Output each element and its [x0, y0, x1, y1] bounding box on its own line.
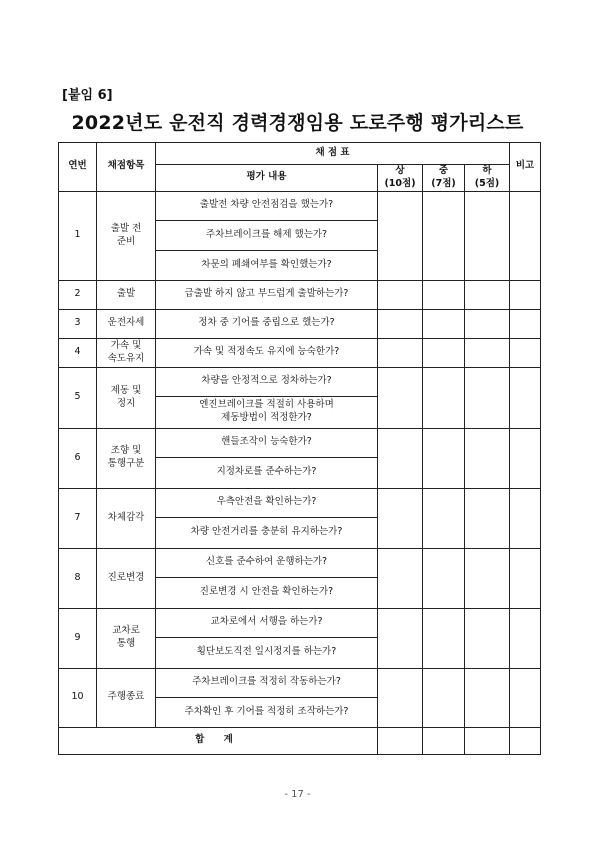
evaluation-item: 횡단보도직전 일시정지를 하는가?: [156, 637, 378, 668]
total-mid[interactable]: [423, 727, 465, 754]
header-category: 채점항목: [97, 143, 156, 192]
score-cell-low[interactable]: [465, 191, 510, 280]
row-category: 교차로 통행: [97, 608, 156, 668]
table-row: [59, 608, 541, 637]
table-row: [59, 428, 541, 457]
row-number: 10: [59, 668, 97, 727]
row-category: 출발: [97, 280, 156, 309]
row-category: 진로변경: [97, 548, 156, 608]
row-number: 8: [59, 548, 97, 608]
score-cell-mid[interactable]: [423, 367, 465, 428]
header-score-low: 하 (5점): [465, 165, 510, 192]
row-number: 3: [59, 309, 97, 338]
score-cell-low[interactable]: [465, 280, 510, 309]
evaluation-item: 핸들조작이 능숙한가?: [156, 428, 378, 457]
score-cell-high[interactable]: [378, 338, 423, 367]
remarks-cell[interactable]: [510, 428, 541, 488]
score-cell-mid[interactable]: [423, 309, 465, 338]
score-cell-mid[interactable]: [423, 548, 465, 608]
total-row: [59, 727, 541, 754]
score-cell-high[interactable]: [378, 428, 423, 488]
score-cell-low[interactable]: [465, 488, 510, 548]
remarks-cell[interactable]: [510, 367, 541, 428]
evaluation-item: 주차확인 후 기어를 적정히 조작하는가?: [156, 697, 378, 727]
table-row: [59, 548, 541, 577]
remarks-cell[interactable]: [510, 488, 541, 548]
score-cell-high[interactable]: [378, 668, 423, 727]
header-content: 평가 내용: [156, 165, 378, 192]
remarks-cell[interactable]: [510, 191, 541, 280]
header-remarks: 비고: [510, 143, 541, 192]
evaluation-item: 교차로에서 서행을 하는가?: [156, 608, 378, 637]
score-cell-low[interactable]: [465, 548, 510, 608]
header-score-table: 채 점 표: [156, 143, 510, 165]
row-category: 가속 및 속도유지: [97, 338, 156, 367]
remarks-cell[interactable]: [510, 280, 541, 309]
evaluation-item: 주차브레이크를 해제 했는가?: [156, 220, 378, 250]
row-category: 주행종료: [97, 668, 156, 727]
table-row: [59, 309, 541, 338]
table-row: [59, 280, 541, 309]
document-title: 2022년도 운전직 경력경쟁임용 도로주행 평가리스트: [71, 112, 524, 134]
row-category: 운전자세: [97, 309, 156, 338]
score-cell-low[interactable]: [465, 367, 510, 428]
evaluation-item: 출발전 차량 안전점검을 했는가?: [156, 191, 378, 220]
score-cell-low[interactable]: [465, 668, 510, 727]
score-cell-mid[interactable]: [423, 488, 465, 548]
header-score-mid: 중 (7점): [423, 165, 465, 192]
score-cell-low[interactable]: [465, 309, 510, 338]
row-number: 6: [59, 428, 97, 488]
attachment-label: [붙임 6]: [62, 88, 113, 103]
row-number: 1: [59, 191, 97, 280]
evaluation-item: 급출발 하지 않고 부드럽게 출발하는가?: [156, 280, 378, 309]
table-body: [59, 191, 541, 754]
score-cell-high[interactable]: [378, 309, 423, 338]
total-label: 합 계: [59, 727, 378, 754]
evaluation-item: 엔진브레이크를 적절히 사용하며 제동방법이 적정한가?: [156, 396, 378, 428]
score-cell-high[interactable]: [378, 191, 423, 280]
evaluation-item: 정차 중 기어를 중립으로 했는가?: [156, 309, 378, 338]
score-cell-high[interactable]: [378, 488, 423, 548]
score-cell-low[interactable]: [465, 428, 510, 488]
evaluation-item: 가속 및 적정속도 유지에 능숙한가?: [156, 338, 378, 367]
row-category: 조향 및 통행구분: [97, 428, 156, 488]
score-cell-mid[interactable]: [423, 191, 465, 280]
table-row: [59, 367, 541, 396]
remarks-cell[interactable]: [510, 338, 541, 367]
total-remarks[interactable]: [510, 727, 541, 754]
score-cell-low[interactable]: [465, 608, 510, 668]
evaluation-item: 차량 안전거리를 충분히 유지하는가?: [156, 517, 378, 548]
score-cell-mid[interactable]: [423, 608, 465, 668]
row-number: 7: [59, 488, 97, 548]
score-cell-mid[interactable]: [423, 428, 465, 488]
score-cell-mid[interactable]: [423, 668, 465, 727]
evaluation-table: [58, 142, 541, 755]
row-number: 9: [59, 608, 97, 668]
evaluation-item: 주차브레이크를 적정히 작동하는가?: [156, 668, 378, 697]
remarks-cell[interactable]: [510, 608, 541, 668]
total-high[interactable]: [378, 727, 423, 754]
table-row: [59, 488, 541, 517]
evaluation-item: 차문의 폐쇄여부를 확인했는가?: [156, 250, 378, 280]
header-score-high: 상 (10점): [378, 165, 423, 192]
row-category: 제동 및 정지: [97, 367, 156, 428]
score-cell-mid[interactable]: [423, 280, 465, 309]
score-cell-high[interactable]: [378, 608, 423, 668]
evaluation-item: 차량을 안정적으로 정차하는가?: [156, 367, 378, 396]
remarks-cell[interactable]: [510, 668, 541, 727]
page-number: - 17 -: [284, 789, 311, 800]
remarks-cell[interactable]: [510, 309, 541, 338]
remarks-cell[interactable]: [510, 548, 541, 608]
row-number: 5: [59, 367, 97, 428]
evaluation-item: 진로변경 시 안전을 확인하는가?: [156, 577, 378, 608]
evaluation-item: 우측안전을 확인하는가?: [156, 488, 378, 517]
score-cell-high[interactable]: [378, 548, 423, 608]
row-category: 차체감각: [97, 488, 156, 548]
score-cell-high[interactable]: [378, 280, 423, 309]
score-cell-high[interactable]: [378, 367, 423, 428]
table-row: [59, 338, 541, 367]
evaluation-item: 지정차로를 준수하는가?: [156, 457, 378, 488]
score-cell-low[interactable]: [465, 338, 510, 367]
table-row: [59, 668, 541, 697]
row-category: 출발 전 준비: [97, 191, 156, 280]
score-cell-mid[interactable]: [423, 338, 465, 367]
header-no: 연번: [59, 143, 97, 192]
row-number: 2: [59, 280, 97, 309]
row-number: 4: [59, 338, 97, 367]
total-low[interactable]: [465, 727, 510, 754]
table-row: [59, 191, 541, 220]
evaluation-item: 신호를 준수하여 운행하는가?: [156, 548, 378, 577]
